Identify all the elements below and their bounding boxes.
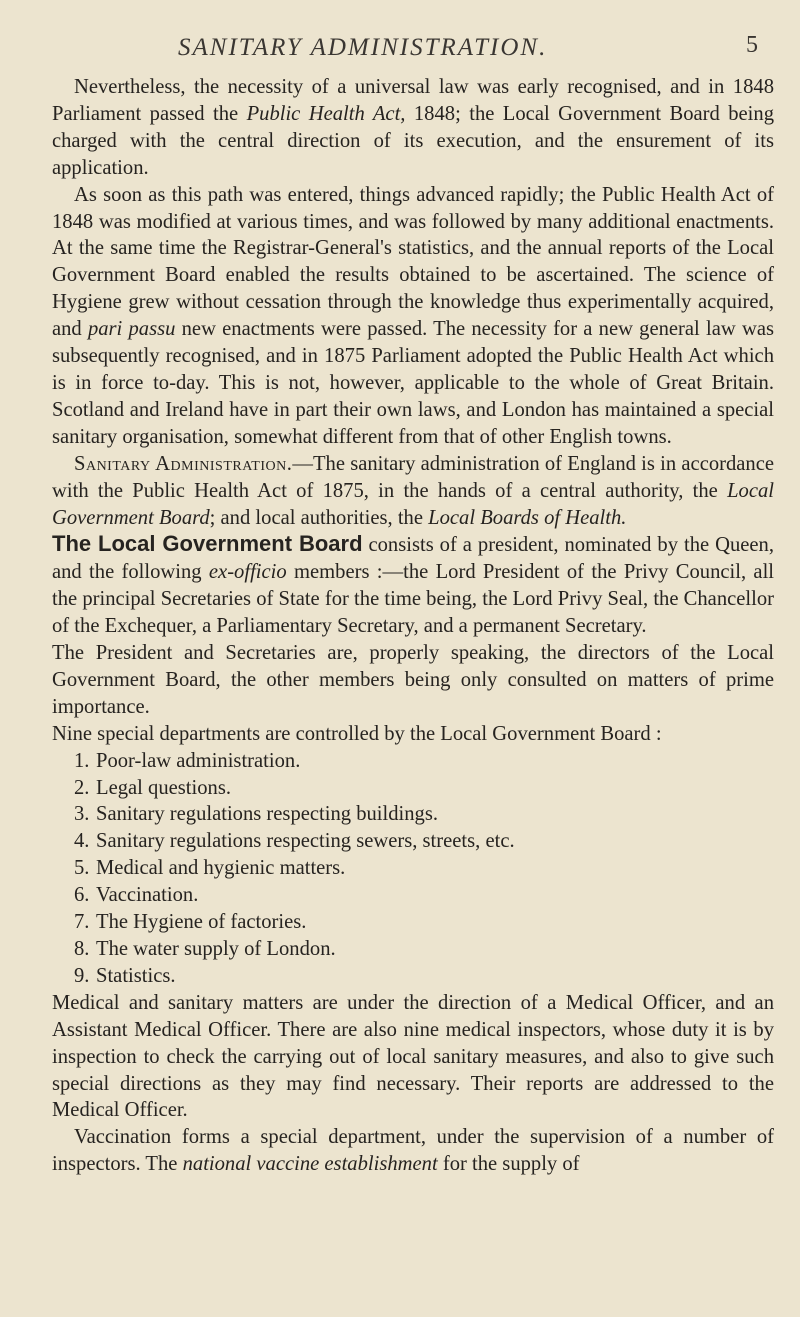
department-number: 5.: [74, 857, 90, 880]
department-number: 1.: [74, 749, 90, 772]
department-item: [74, 936, 774, 963]
paragraph-1: Nevertheless, the necessity of a universal law was early recognised, and in 1848 Parliament passed the Public Health Act, 1848; the Local Government Board being charged with the central direction of its execution, and the ensurement of its application.: [52, 76, 774, 179]
paragraph-4: The Local Government Board consists of a president, nominated by the Queen, and the following ex-officio members :—the Lord President of the Privy Council, all the principal Secretaries of State for the time being, the Lord Privy Seal, the Chancellor of the Exchequer, a Parliamentary Secretary, and a permanent Secretary.: [52, 531, 775, 638]
department-item: [74, 775, 774, 802]
department-text: The water supply of London.: [96, 938, 336, 960]
department-item: [74, 828, 774, 855]
paragraph-3: Sanitary Administration.—The sanitary administration of England is in accordance with the Public Health Act of 1875, in the hands of a central authority, the Local Government Board; and local authorities, the Local Boards of Health.: [52, 452, 775, 529]
paragraph-8: Vaccination forms a special department, under the supervision of a number of inspectors. The national vaccine establishment for the supply of: [52, 1126, 774, 1176]
department-number: 3.: [74, 803, 90, 826]
department-item: [74, 963, 774, 990]
running-title: SANITARY ADMINISTRATION.: [178, 34, 548, 61]
section-heading: Sanitary Administration.: [74, 452, 293, 475]
department-text: Poor-law administration.: [96, 749, 301, 772]
page-body: [52, 74, 774, 1178]
department-text: Legal questions.: [96, 776, 231, 799]
paragraph-5: The President and Secretaries are, properly speaking, the directors of the Local Government Board, the other members being only consulted on matters of prime importance.: [52, 642, 774, 718]
department-number: 4.: [74, 830, 90, 853]
department-text: Sanitary regulations respecting buildings.: [96, 803, 439, 826]
page-header: [0, 28, 800, 68]
department-item: [74, 801, 774, 828]
paragraph-6: Nine special departments are controlled by the Local Government Board :: [52, 722, 662, 745]
paragraph-7: Medical and sanitary matters are under the direction of a Medical Officer, and an Assistant Medical Officer. There are also nine medical inspectors, whose duty it is by inspection to check the carrying out of local sanitary measures, and also to give such special directions as they may find necessary. Their reports are addressed to the Medical Officer.: [52, 991, 774, 1122]
department-text: The Hygiene of factories.: [96, 911, 307, 934]
paragraph-2: As soon as this path was entered, things advanced rapidly; the Public Health Act of 1848 was modified at various times, and was followed by many additional enactments. At the same time the Registrar-General's statistics, and the annual reports of the Local Government Board enabled the results obtained to be ascertained. The science of Hygiene grew without cessation through the knowledge thus experimentally acquired, and pari passu new enactments were passed. The necessity for a new general law was subsequently recognised, and in 1875 Parliament adopted the Public Health Act which is in force to-day. This is not, however, applicable to the whole of Great Britain. Scotland and Ireland have in part their own laws, and London has maintained a special sanitary organisation, somewhat different from that of other English towns.: [52, 183, 774, 448]
department-text: Statistics.: [96, 964, 176, 987]
department-item: [74, 909, 774, 936]
department-number: 6.: [74, 884, 90, 907]
department-item: [74, 855, 774, 882]
department-item: [74, 882, 774, 909]
page-number: 5: [746, 32, 758, 58]
department-text: Medical and hygienic matters.: [96, 857, 346, 880]
department-number: 9.: [74, 964, 90, 987]
departments-list: [52, 748, 774, 990]
department-text: Sanitary regulations respecting sewers, streets, etc.: [96, 830, 515, 853]
department-number: 2.: [74, 776, 90, 799]
run-in-heading: The Local Government Board: [52, 531, 363, 557]
department-number: 8.: [74, 938, 90, 960]
department-item: [74, 748, 774, 775]
department-number: 7.: [74, 911, 90, 934]
department-text: Vaccination.: [96, 884, 199, 907]
